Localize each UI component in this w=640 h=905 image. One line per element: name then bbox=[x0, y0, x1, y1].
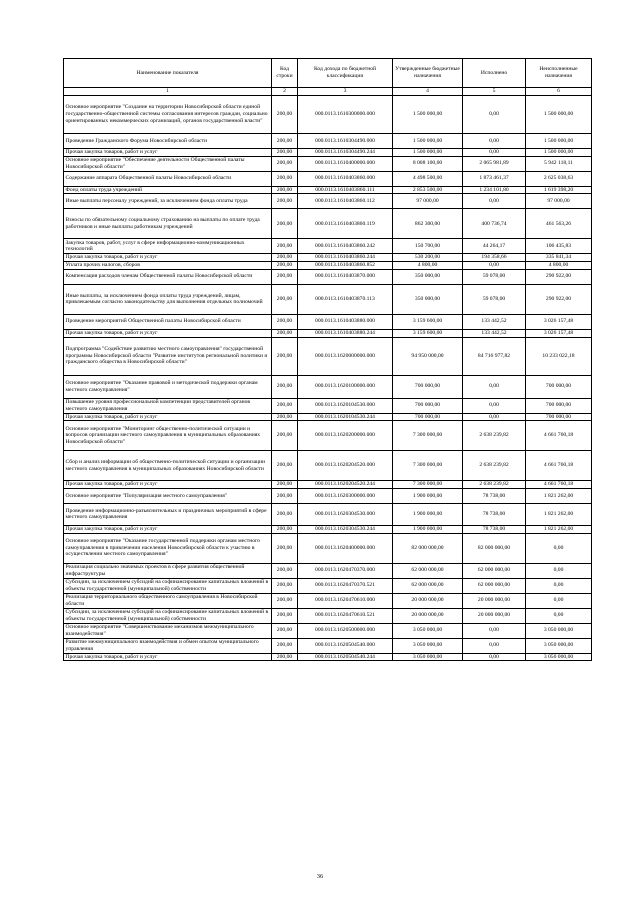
row-executed: 1 873 461,37 bbox=[463, 171, 526, 186]
row-name: Проведение Гражданского Форума Новосибирской области bbox=[64, 134, 272, 149]
table-row bbox=[64, 156, 592, 171]
row-executed: 194 358,66 bbox=[463, 254, 526, 262]
row-approved: 700 000,00 bbox=[393, 398, 463, 413]
row-approved: 8 008 100,00 bbox=[393, 156, 463, 171]
row-code: 200,00 bbox=[272, 186, 298, 194]
row-name: Содержание аппарата Общественной палаты Новосибирской области bbox=[64, 171, 272, 186]
row-unexecuted: 1 500 000,00 bbox=[526, 149, 592, 157]
row-unexecuted: 1 500 000,00 bbox=[526, 96, 592, 134]
row-code: 200,00 bbox=[272, 563, 298, 578]
row-approved: 94 950 000,00 bbox=[393, 337, 463, 375]
table-row bbox=[64, 314, 592, 329]
table-row bbox=[64, 329, 592, 337]
row-executed: 0,00 bbox=[463, 398, 526, 413]
row-kbk: 000.0113.1620104530.000 bbox=[298, 398, 393, 413]
row-executed: 0,00 bbox=[463, 149, 526, 157]
table-row bbox=[64, 171, 592, 186]
row-kbk: 000.0113.1620104530.244 bbox=[298, 413, 393, 421]
row-approved: 4 800,00 bbox=[393, 262, 463, 270]
row-name: Прочая закупка товаров, работ и услуг bbox=[64, 481, 272, 489]
table-row bbox=[64, 194, 592, 209]
row-kbk: 000.0113.1610304490.000 bbox=[298, 134, 393, 149]
page-number: 36 bbox=[316, 873, 324, 880]
row-code: 200,00 bbox=[272, 608, 298, 623]
row-approved: 62 000 000,00 bbox=[393, 578, 463, 593]
row-executed: 0,00 bbox=[463, 96, 526, 134]
row-executed: 62 000 000,00 bbox=[463, 578, 526, 593]
row-unexecuted: 4 661 760,18 bbox=[526, 481, 592, 489]
header-approved: Утвержденные бюджетные назначения bbox=[393, 59, 463, 88]
row-unexecuted: 3 050 000,00 bbox=[526, 653, 592, 661]
row-name: Проведение мероприятий Общественной палаты Новосибирской области bbox=[64, 314, 272, 329]
row-code: 200,00 bbox=[272, 254, 298, 262]
row-code: 200,00 bbox=[272, 262, 298, 270]
row-approved: 7 300 000,00 bbox=[393, 481, 463, 489]
row-kbk: 000.0113.1620304530.000 bbox=[298, 503, 393, 525]
row-name: Подпрограмма "Содействие развитию местного самоуправления" государственной программы Новосибирской области "Развитие институтов региональной политики и гражданского общества в Новосибирской области" bbox=[64, 337, 272, 375]
row-name: Взносы по обязательному социальному страхованию на выплаты по оплате труда работников и иные выплаты работникам учреждений bbox=[64, 209, 272, 239]
row-name: Прочая закупка товаров, работ и услуг bbox=[64, 254, 272, 262]
row-name: Основное мероприятие "Создание на территории Новосибирской области единой государственно-общественной системы согласования интересов граждан, социально ориентированных некоммерческих организаций, органов государственной власти" bbox=[64, 96, 272, 134]
table-row bbox=[64, 578, 592, 593]
row-kbk: 000.0113.1620200000.000 bbox=[298, 421, 393, 451]
row-executed: 2 065 981,89 bbox=[463, 156, 526, 171]
row-unexecuted: 290 922,00 bbox=[526, 269, 592, 284]
row-unexecuted: 5 942 118,11 bbox=[526, 156, 592, 171]
row-executed: 84 716 977,82 bbox=[463, 337, 526, 375]
row-kbk: 000.0113.1610403860.112 bbox=[298, 194, 393, 209]
row-approved: 530 200,00 bbox=[393, 254, 463, 262]
row-code: 200,00 bbox=[272, 398, 298, 413]
row-unexecuted: 1 821 262,00 bbox=[526, 488, 592, 503]
row-unexecuted: 700 000,00 bbox=[526, 413, 592, 421]
row-code: 200,00 bbox=[272, 653, 298, 661]
row-name: Развитие межмуниципального взаимодействия и обмен опытом муниципального управления bbox=[64, 638, 272, 653]
row-executed: 2 638 239,82 bbox=[463, 451, 526, 481]
row-name: Прочая закупка товаров, работ и услуг bbox=[64, 329, 272, 337]
header-name: Наименование показателя bbox=[64, 59, 272, 88]
row-name: Проведение информационно-разъяснительных и праздничных мероприятий в сфере местного самоуправления bbox=[64, 503, 272, 525]
row-name: Реализация социально значимых проектов в сфере развития общественной инфраструктуры bbox=[64, 563, 272, 578]
table-row bbox=[64, 239, 592, 254]
row-code: 200,00 bbox=[272, 134, 298, 149]
row-kbk: 000.0113.1610403860.244 bbox=[298, 254, 393, 262]
row-code: 200,00 bbox=[272, 533, 298, 563]
row-kbk: 000.0113.1610403870.113 bbox=[298, 284, 393, 314]
row-unexecuted: 1 619 398,20 bbox=[526, 186, 592, 194]
row-code: 200,00 bbox=[272, 578, 298, 593]
row-name: Прочая закупка товаров, работ и услуг bbox=[64, 525, 272, 533]
row-unexecuted: 0,00 bbox=[526, 608, 592, 623]
row-code: 200,00 bbox=[272, 375, 298, 398]
row-executed: 20 000 000,00 bbox=[463, 593, 526, 608]
row-code: 200,00 bbox=[272, 337, 298, 375]
table-row bbox=[64, 254, 592, 262]
row-approved: 97 000,00 bbox=[393, 194, 463, 209]
row-kbk: 000.0113.1620470370.000 bbox=[298, 563, 393, 578]
row-name: Основное мероприятие "Обеспечение деятельности Общественной палаты Новосибирской области" bbox=[64, 156, 272, 171]
row-kbk: 000.0113.1620504540.000 bbox=[298, 638, 393, 653]
row-executed: 0,00 bbox=[463, 653, 526, 661]
row-code: 200,00 bbox=[272, 194, 298, 209]
row-name: Сбор и анализ информации об общественно-политической ситуации и организации местного самоуправления в муниципальных образованиях Новосибирской области bbox=[64, 451, 272, 481]
column-number: 2 bbox=[272, 88, 298, 96]
table-row bbox=[64, 269, 592, 284]
table-row bbox=[64, 638, 592, 653]
row-code: 200,00 bbox=[272, 623, 298, 638]
row-approved: 700 000,00 bbox=[393, 375, 463, 398]
row-unexecuted: 97 000,00 bbox=[526, 194, 592, 209]
row-unexecuted: 4 800,00 bbox=[526, 262, 592, 270]
row-kbk: 000.0113.1620470610.000 bbox=[298, 593, 393, 608]
row-name: Повышение уровня профессиональной компетенции представителей органов местного самоуправления bbox=[64, 398, 272, 413]
row-kbk: 000.0113.1610403870.000 bbox=[298, 269, 393, 284]
row-approved: 350 000,00 bbox=[393, 269, 463, 284]
table-row bbox=[64, 96, 592, 134]
table-row bbox=[64, 593, 592, 608]
row-name: Закупка товаров, работ, услуг в сфере информационно-коммуникационных технологий bbox=[64, 239, 272, 254]
header-executed: Исполнено bbox=[463, 59, 526, 88]
row-approved: 862 300,00 bbox=[393, 209, 463, 239]
row-unexecuted: 0,00 bbox=[526, 593, 592, 608]
row-code: 200,00 bbox=[272, 525, 298, 533]
column-number: 3 bbox=[298, 88, 393, 96]
row-name: Субсидии, за исключением субсидий на софинансирование капитальных вложений в объекты государственной (муниципальной) собственности bbox=[64, 608, 272, 623]
row-approved: 150 700,00 bbox=[393, 239, 463, 254]
table-row bbox=[64, 134, 592, 149]
row-name: Основное мероприятие "Совершенствование механизмов межмуниципального взаимодействия" bbox=[64, 623, 272, 638]
table-row bbox=[64, 398, 592, 413]
row-executed: 82 000 000,00 bbox=[463, 533, 526, 563]
row-code: 200,00 bbox=[272, 329, 298, 337]
row-approved: 3 159 600,00 bbox=[393, 314, 463, 329]
row-unexecuted: 106 435,83 bbox=[526, 239, 592, 254]
row-unexecuted: 2 625 038,63 bbox=[526, 171, 592, 186]
row-executed: 1 234 101,80 bbox=[463, 186, 526, 194]
row-kbk: 000.0113.1620100000.000 bbox=[298, 375, 393, 398]
row-name: Компенсация расходов членам Общественной палаты Новосибирской области bbox=[64, 269, 272, 284]
row-code: 200,00 bbox=[272, 314, 298, 329]
row-approved: 2 853 500,00 bbox=[393, 186, 463, 194]
row-unexecuted: 0,00 bbox=[526, 563, 592, 578]
row-approved: 3 050 000,00 bbox=[393, 623, 463, 638]
header-code: Код строки bbox=[272, 59, 298, 88]
row-approved: 62 000 000,00 bbox=[393, 563, 463, 578]
row-unexecuted: 1 821 262,00 bbox=[526, 503, 592, 525]
row-kbk: 000.0113.1620504540.244 bbox=[298, 653, 393, 661]
row-unexecuted: 0,00 bbox=[526, 578, 592, 593]
table-row bbox=[64, 488, 592, 503]
row-unexecuted: 3 026 157,48 bbox=[526, 314, 592, 329]
row-approved: 1 900 000,00 bbox=[393, 488, 463, 503]
row-unexecuted: 3 026 157,48 bbox=[526, 329, 592, 337]
column-number: 4 bbox=[393, 88, 463, 96]
column-number: 6 bbox=[526, 88, 592, 96]
row-name: Прочая закупка товаров, работ и услуг bbox=[64, 653, 272, 661]
row-unexecuted: 4 661 760,18 bbox=[526, 451, 592, 481]
row-executed: 133 442,52 bbox=[463, 329, 526, 337]
row-unexecuted: 1 500 000,00 bbox=[526, 134, 592, 149]
row-approved: 700 000,00 bbox=[393, 413, 463, 421]
row-kbk: 000.0113.1620470610.521 bbox=[298, 608, 393, 623]
row-unexecuted: 0,00 bbox=[526, 533, 592, 563]
row-approved: 1 900 000,00 bbox=[393, 503, 463, 525]
row-approved: 82 000 000,00 bbox=[393, 533, 463, 563]
row-code: 200,00 bbox=[272, 593, 298, 608]
row-code: 200,00 bbox=[272, 149, 298, 157]
row-approved: 7 300 000,00 bbox=[393, 421, 463, 451]
table-row bbox=[64, 653, 592, 661]
row-code: 200,00 bbox=[272, 451, 298, 481]
column-number-row bbox=[64, 88, 592, 96]
row-executed: 78 738,00 bbox=[463, 525, 526, 533]
row-kbk: 000.0113.1620400000.000 bbox=[298, 533, 393, 563]
table-row bbox=[64, 186, 592, 194]
row-kbk: 000.0113.1620470370.521 bbox=[298, 578, 393, 593]
row-name: Иные выплаты персоналу учреждений, за исключением фонда оплаты труда bbox=[64, 194, 272, 209]
table-row bbox=[64, 209, 592, 239]
table-row bbox=[64, 421, 592, 451]
row-name: Субсидии, за исключением субсидий на софинансирование капитальных вложений в объекты государственной (муниципальной) собственности bbox=[64, 578, 272, 593]
table-row bbox=[64, 481, 592, 489]
row-kbk: 000.0113.1610403860.111 bbox=[298, 186, 393, 194]
row-kbk: 000.0113.1620500000.000 bbox=[298, 623, 393, 638]
table-row bbox=[64, 563, 592, 578]
row-code: 200,00 bbox=[272, 239, 298, 254]
row-executed: 0,00 bbox=[463, 134, 526, 149]
row-executed: 2 638 239,82 bbox=[463, 421, 526, 451]
table-row bbox=[64, 608, 592, 623]
row-kbk: 000.0113.1620204520.000 bbox=[298, 451, 393, 481]
row-kbk: 000.0113.1620000000.000 bbox=[298, 337, 393, 375]
row-executed: 0,00 bbox=[463, 413, 526, 421]
row-unexecuted: 700 000,00 bbox=[526, 398, 592, 413]
row-executed: 44 264,17 bbox=[463, 239, 526, 254]
row-executed: 20 000 000,00 bbox=[463, 608, 526, 623]
row-executed: 78 738,00 bbox=[463, 488, 526, 503]
row-name: Фонд оплаты труда учреждений bbox=[64, 186, 272, 194]
row-name: Основное мероприятие "Оказание правовой и методической поддержки органам местного самоуправления" bbox=[64, 375, 272, 398]
row-approved: 3 050 000,00 bbox=[393, 638, 463, 653]
row-code: 200,00 bbox=[272, 638, 298, 653]
row-kbk: 000.0113.1620204520.244 bbox=[298, 481, 393, 489]
table-row bbox=[64, 284, 592, 314]
row-kbk: 000.0113.1610403860.000 bbox=[298, 171, 393, 186]
row-approved: 1 900 000,00 bbox=[393, 525, 463, 533]
row-name: Уплата прочих налогов, сборов bbox=[64, 262, 272, 270]
row-executed: 2 638 239,82 bbox=[463, 481, 526, 489]
row-unexecuted: 3 050 000,00 bbox=[526, 623, 592, 638]
row-kbk: 000.0113.1610403860.852 bbox=[298, 262, 393, 270]
row-executed: 0,00 bbox=[463, 375, 526, 398]
row-approved: 20 000 000,00 bbox=[393, 608, 463, 623]
row-code: 200,00 bbox=[272, 209, 298, 239]
row-kbk: 000.0113.1610304490.244 bbox=[298, 149, 393, 157]
row-executed: 62 000 000,00 bbox=[463, 563, 526, 578]
table-row bbox=[64, 413, 592, 421]
row-approved: 1 500 000,00 bbox=[393, 149, 463, 157]
row-executed: 59 078,00 bbox=[463, 284, 526, 314]
header-kbk: Код дохода по бюджетной классификации bbox=[298, 59, 393, 88]
row-approved: 1 500 000,00 bbox=[393, 134, 463, 149]
table-row bbox=[64, 375, 592, 398]
row-code: 200,00 bbox=[272, 96, 298, 134]
row-code: 200,00 bbox=[272, 413, 298, 421]
row-name: Прочая закупка товаров, работ и услуг bbox=[64, 149, 272, 157]
row-kbk: 000.0113.1610400000.000 bbox=[298, 156, 393, 171]
row-approved: 350 000,00 bbox=[393, 284, 463, 314]
row-name: Иные выплаты, за исключением фонда оплаты труда учреждений, лицам, привлекаемым согласно законодательству для выполнения отдельных полномочий bbox=[64, 284, 272, 314]
row-code: 200,00 bbox=[272, 481, 298, 489]
row-executed: 133 442,52 bbox=[463, 314, 526, 329]
row-name: Прочая закупка товаров, работ и услуг bbox=[64, 413, 272, 421]
row-unexecuted: 700 000,00 bbox=[526, 375, 592, 398]
budget-execution-table bbox=[63, 58, 592, 661]
row-executed: 59 078,00 bbox=[463, 269, 526, 284]
row-approved: 1 500 000,00 bbox=[393, 96, 463, 134]
table-row bbox=[64, 525, 592, 533]
row-executed: 78 738,00 bbox=[463, 503, 526, 525]
row-unexecuted: 1 821 262,00 bbox=[526, 525, 592, 533]
row-approved: 3 050 000,00 bbox=[393, 653, 463, 661]
column-number: 1 bbox=[64, 88, 272, 96]
row-code: 200,00 bbox=[272, 171, 298, 186]
row-code: 200,00 bbox=[272, 488, 298, 503]
table-row bbox=[64, 337, 592, 375]
table-row bbox=[64, 623, 592, 638]
table-row bbox=[64, 533, 592, 563]
row-kbk: 000.0113.1610403860.119 bbox=[298, 209, 393, 239]
row-unexecuted: 10 233 022,18 bbox=[526, 337, 592, 375]
row-executed: 0,00 bbox=[463, 194, 526, 209]
table-row bbox=[64, 451, 592, 481]
row-approved: 4 498 500,00 bbox=[393, 171, 463, 186]
row-executed: 0,00 bbox=[463, 638, 526, 653]
row-approved: 3 159 600,00 bbox=[393, 329, 463, 337]
row-kbk: 000.0113.1610403860.242 bbox=[298, 239, 393, 254]
row-name: Основное мероприятие "Оказание государственной поддержки органам местного самоуправления в привлечении населения Новосибирской области к участию в осуществлении местного самоуправления" bbox=[64, 533, 272, 563]
row-executed: 0,00 bbox=[463, 262, 526, 270]
row-unexecuted: 461 563,26 bbox=[526, 209, 592, 239]
row-name: Основное мероприятие "Мониторинг общественно-политической ситуации и вопросов организации местного самоуправления в муниципальных образованиях Новосибирской области" bbox=[64, 421, 272, 451]
row-unexecuted: 290 922,00 bbox=[526, 284, 592, 314]
row-kbk: 000.0113.1610403880.000 bbox=[298, 314, 393, 329]
row-code: 200,00 bbox=[272, 269, 298, 284]
row-unexecuted: 335 841,34 bbox=[526, 254, 592, 262]
column-number: 5 bbox=[463, 88, 526, 96]
row-kbk: 000.0113.1610300000.000 bbox=[298, 96, 393, 134]
row-executed: 0,00 bbox=[463, 623, 526, 638]
row-code: 200,00 bbox=[272, 503, 298, 525]
table-row bbox=[64, 503, 592, 525]
header-row bbox=[64, 59, 592, 88]
table-row bbox=[64, 149, 592, 157]
row-code: 200,00 bbox=[272, 421, 298, 451]
row-name: Реализация территориального общественного самоуправления в Новосибирской области bbox=[64, 593, 272, 608]
row-code: 200,00 bbox=[272, 284, 298, 314]
row-name: Основное мероприятие "Популяризация местного самоуправления" bbox=[64, 488, 272, 503]
header-unexecuted: Неисполненные назначения bbox=[526, 59, 592, 88]
table-row bbox=[64, 262, 592, 270]
row-kbk: 000.0113.1620300000.000 bbox=[298, 488, 393, 503]
row-kbk: 000.0113.1610403880.244 bbox=[298, 329, 393, 337]
row-kbk: 000.0113.1620304530.244 bbox=[298, 525, 393, 533]
row-unexecuted: 3 050 000,00 bbox=[526, 638, 592, 653]
row-approved: 20 000 000,00 bbox=[393, 593, 463, 608]
row-code: 200,00 bbox=[272, 156, 298, 171]
row-executed: 400 736,74 bbox=[463, 209, 526, 239]
row-unexecuted: 4 661 760,18 bbox=[526, 421, 592, 451]
row-approved: 7 300 000,00 bbox=[393, 451, 463, 481]
